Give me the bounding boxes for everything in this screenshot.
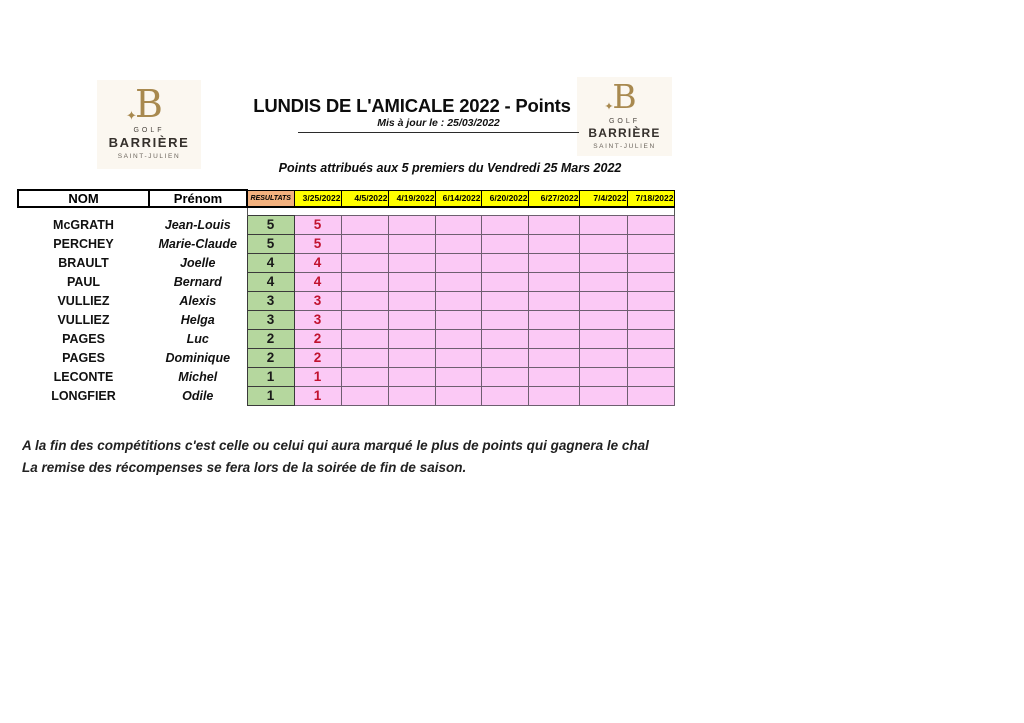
points-table bbox=[17, 189, 675, 406]
table-row bbox=[18, 348, 674, 367]
table-row bbox=[18, 386, 674, 405]
resultats-value: 1 bbox=[247, 367, 294, 386]
points-note: Points attribués aux 5 premiers du Vendredi 25 Mars 2022 bbox=[278, 161, 622, 175]
points-cell bbox=[627, 215, 674, 234]
brand-location-label: SAINT-JULIEN bbox=[593, 143, 656, 150]
points-cell bbox=[528, 272, 579, 291]
points-cell bbox=[341, 215, 388, 234]
points-cell: 5 bbox=[294, 215, 341, 234]
points-cell: 3 bbox=[294, 291, 341, 310]
points-cell bbox=[481, 310, 528, 329]
points-cell bbox=[579, 386, 627, 405]
date-header: 7/18/2022 bbox=[627, 190, 674, 207]
points-cell: 1 bbox=[294, 367, 341, 386]
points-cell bbox=[579, 310, 627, 329]
player-first-name: Bernard bbox=[173, 274, 222, 289]
b-monogram bbox=[126, 82, 163, 126]
points-cell bbox=[341, 348, 388, 367]
date-header: 6/27/2022 bbox=[528, 190, 579, 207]
player-last-name: VULLIEZ bbox=[57, 293, 110, 308]
points-cell bbox=[627, 253, 674, 272]
points-cell bbox=[388, 272, 435, 291]
points-cell bbox=[388, 253, 435, 272]
points-cell bbox=[388, 234, 435, 253]
date-header: 3/25/2022 bbox=[294, 190, 341, 207]
points-cell bbox=[579, 234, 627, 253]
points-cell bbox=[579, 215, 627, 234]
points-cell bbox=[627, 329, 674, 348]
points-cell bbox=[388, 310, 435, 329]
points-cell bbox=[435, 272, 481, 291]
brand-golf-label: GOLF bbox=[608, 118, 641, 125]
resultats-header: RESULTATS bbox=[247, 190, 294, 207]
points-cell bbox=[627, 367, 674, 386]
points-cell bbox=[579, 272, 627, 291]
points-cell: 3 bbox=[294, 310, 341, 329]
table-body bbox=[18, 207, 674, 405]
player-last-name: PAGES bbox=[62, 331, 105, 346]
date-header: 4/19/2022 bbox=[388, 190, 435, 207]
points-cell bbox=[435, 291, 481, 310]
resultats-value: 5 bbox=[247, 215, 294, 234]
table-row bbox=[18, 215, 674, 234]
points-cell bbox=[341, 253, 388, 272]
points-cell bbox=[579, 253, 627, 272]
points-cell bbox=[341, 234, 388, 253]
player-last-name: PAUL bbox=[66, 274, 101, 289]
brand-location-label: SAINT-JULIEN bbox=[117, 153, 181, 160]
date-header: 4/5/2022 bbox=[341, 190, 388, 207]
points-cell bbox=[388, 215, 435, 234]
points-cell: 2 bbox=[294, 329, 341, 348]
points-cell: 1 bbox=[294, 386, 341, 405]
points-cell bbox=[481, 272, 528, 291]
player-last-name: VULLIEZ bbox=[57, 312, 110, 327]
points-cell bbox=[528, 329, 579, 348]
points-cell bbox=[481, 386, 528, 405]
player-first-name: Jean-Louis bbox=[164, 217, 231, 232]
player-last-name: BRAULT bbox=[58, 255, 109, 270]
points-cell bbox=[435, 329, 481, 348]
points-cell bbox=[341, 272, 388, 291]
points-cell bbox=[341, 310, 388, 329]
resultats-value: 5 bbox=[247, 234, 294, 253]
updated-date: Mis à jour le : 25/03/2022 bbox=[298, 117, 579, 133]
points-cell bbox=[579, 348, 627, 367]
footer-note-2: La remise des récompenses se fera lors de la soirée de fin de saison. bbox=[22, 460, 467, 475]
resultats-value: 2 bbox=[247, 329, 294, 348]
points-cell: 5 bbox=[294, 234, 341, 253]
table-row bbox=[18, 234, 674, 253]
table-row bbox=[18, 310, 674, 329]
points-cell bbox=[435, 234, 481, 253]
points-cell bbox=[528, 386, 579, 405]
date-header: 6/20/2022 bbox=[481, 190, 528, 207]
points-cell bbox=[435, 253, 481, 272]
b-letter: B bbox=[135, 82, 163, 126]
player-last-name: PAGES bbox=[62, 350, 105, 365]
points-cell bbox=[481, 253, 528, 272]
points-cell bbox=[341, 367, 388, 386]
spacer-row bbox=[18, 207, 674, 215]
points-cell bbox=[528, 215, 579, 234]
points-cell bbox=[481, 215, 528, 234]
points-cell bbox=[627, 291, 674, 310]
points-cell bbox=[388, 329, 435, 348]
points-cell bbox=[528, 367, 579, 386]
points-cell bbox=[481, 367, 528, 386]
points-cell: 2 bbox=[294, 348, 341, 367]
points-cell bbox=[481, 348, 528, 367]
points-cell bbox=[528, 234, 579, 253]
points-cell bbox=[627, 234, 674, 253]
points-cell bbox=[481, 329, 528, 348]
header-row bbox=[18, 190, 674, 207]
brand-golf-label: GOLF bbox=[133, 127, 165, 134]
points-cell bbox=[627, 310, 674, 329]
player-first-name: Michel bbox=[178, 369, 218, 384]
points-cell bbox=[627, 386, 674, 405]
points-cell bbox=[341, 291, 388, 310]
player-last-name: LECONTE bbox=[53, 369, 114, 384]
points-cell bbox=[388, 291, 435, 310]
b-letter: B bbox=[612, 77, 637, 116]
nom-header: NOM bbox=[18, 190, 149, 207]
spacer-cell bbox=[247, 207, 674, 215]
points-cell bbox=[341, 329, 388, 348]
player-first-name: Odile bbox=[182, 388, 214, 403]
table-row bbox=[18, 291, 674, 310]
brand-name-label: BARRIÈRE bbox=[108, 135, 190, 150]
table-row bbox=[18, 253, 674, 272]
player-first-name: Joelle bbox=[180, 255, 216, 270]
table-row bbox=[18, 272, 674, 291]
page-title: LUNDIS DE L'AMICALE 2022 - Points bbox=[253, 95, 571, 116]
date-header: 7/4/2022 bbox=[579, 190, 627, 207]
points-cell bbox=[388, 348, 435, 367]
footer-note-1: A la fin des compétitions c'est celle ou celui qui aura marqué le plus de points qui gagnera le chal bbox=[22, 438, 649, 453]
points-cell bbox=[435, 310, 481, 329]
resultats-value: 1 bbox=[247, 386, 294, 405]
points-cell bbox=[435, 386, 481, 405]
resultats-value: 4 bbox=[247, 272, 294, 291]
points-cell bbox=[388, 386, 435, 405]
points-cell bbox=[435, 367, 481, 386]
resultats-value: 4 bbox=[247, 253, 294, 272]
points-cell: 4 bbox=[294, 253, 341, 272]
date-header: 6/14/2022 bbox=[435, 190, 481, 207]
table-row bbox=[18, 329, 674, 348]
points-cell bbox=[481, 291, 528, 310]
table-row bbox=[18, 367, 674, 386]
points-cell bbox=[435, 348, 481, 367]
points-cell bbox=[579, 329, 627, 348]
points-cell bbox=[528, 291, 579, 310]
player-first-name: Alexis bbox=[179, 293, 217, 308]
points-cell bbox=[341, 386, 388, 405]
points-cell: 4 bbox=[294, 272, 341, 291]
player-last-name: LONGFIER bbox=[51, 388, 116, 403]
resultats-value: 2 bbox=[247, 348, 294, 367]
player-last-name: PERCHEY bbox=[53, 236, 114, 251]
points-cell bbox=[579, 367, 627, 386]
points-cell bbox=[627, 272, 674, 291]
player-first-name: Helga bbox=[180, 312, 215, 327]
player-last-name: McGRATH bbox=[53, 217, 114, 232]
player-first-name: Dominique bbox=[165, 350, 231, 365]
sparkle-icon: ✦ bbox=[126, 108, 137, 124]
prenom-header: Prénom bbox=[149, 190, 247, 207]
points-cell bbox=[481, 234, 528, 253]
spacer-cell bbox=[18, 207, 247, 215]
resultats-value: 3 bbox=[247, 291, 294, 310]
brand-name-label: BARRIÈRE bbox=[588, 126, 661, 140]
resultats-value: 3 bbox=[247, 310, 294, 329]
sparkle-icon: ✦ bbox=[604, 101, 614, 113]
points-cell bbox=[528, 310, 579, 329]
points-cell bbox=[579, 291, 627, 310]
player-first-name: Luc bbox=[186, 331, 209, 346]
points-cell bbox=[388, 367, 435, 386]
points-cell bbox=[627, 348, 674, 367]
points-cell bbox=[528, 348, 579, 367]
player-first-name: Marie-Claude bbox=[158, 236, 237, 251]
golf-barriere-logo-left bbox=[97, 80, 201, 169]
points-cell bbox=[435, 215, 481, 234]
points-cell bbox=[528, 253, 579, 272]
